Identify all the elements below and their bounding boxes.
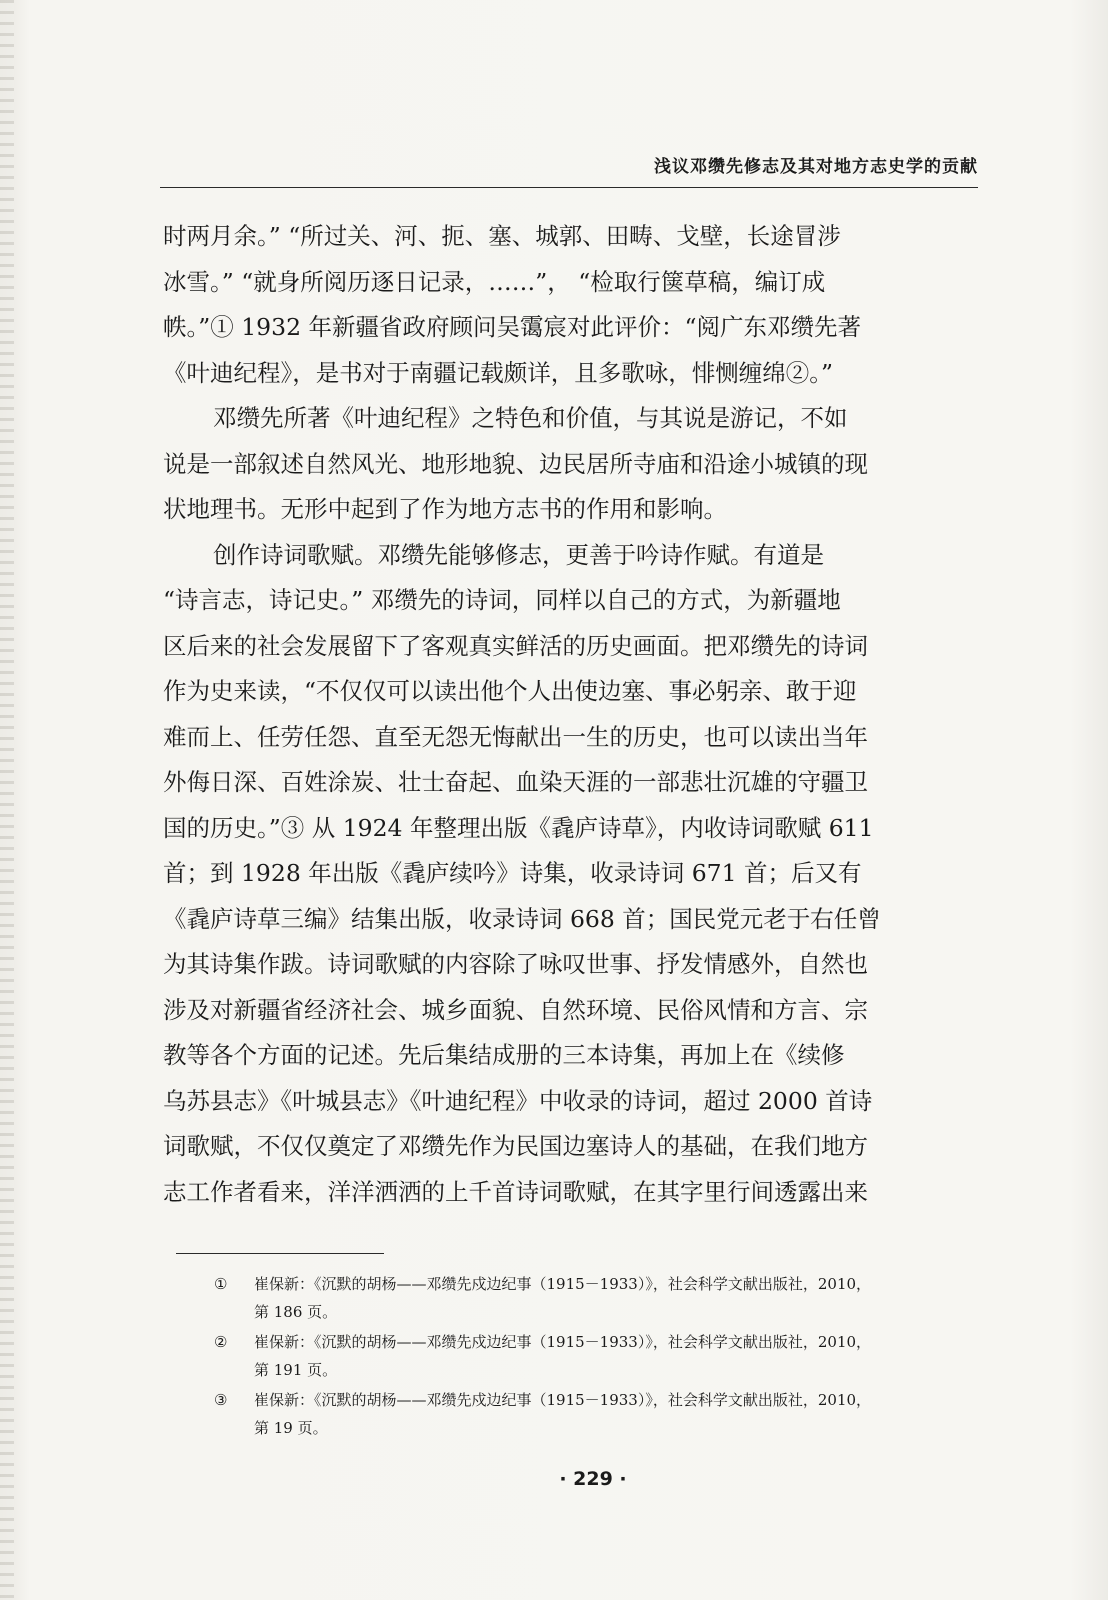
text-line: 邓缵先所著《叶迪纪程》之特色和价值，与其说是游记，不如 [213,404,848,432]
footnote-line: 崔保新：《沉默的胡杨——邓缵先戍边纪事（1915－1933）》，社会科学文献出版社，2010， [254,1333,872,1351]
text-line: 帙。”① 1932 年新疆省政府顾问吴霭宸对此评价：“阅广东邓缵先著 [163,313,862,341]
running-head: 浅议邓缵先修志及其对地方志史学的贡献 [654,157,978,177]
text-line: 创作诗词歌赋。邓缵先能够修志，更善于吟诗作赋。有道是 [213,540,824,569]
text-line: 时两月余。” “所过关、河、扼、塞、城郭、田畴、戈壁，长途冒涉 [163,222,841,250]
text-line: 冰雪。” “就身所阅历逐日记录，……”， “检取行箧草稿，编订成 [163,267,826,296]
text-line: 为其诗集作跋。诗词歌赋的内容除了咏叹世事、抒发情感外，自然也 [163,950,868,978]
paragraph [163,214,993,396]
header-rule [160,187,978,188]
text-line: 状地理书。无形中起到了作为地方志书的作用和影响。 [163,495,727,523]
footnote-separator [176,1253,384,1254]
text-line: 《毳庐诗草三编》结集出版，收录诗词 668 首；国民党元老于右任曾 [163,904,881,933]
footnote-mark: ③ [214,1391,228,1409]
text-line: 作为史来读，“不仅仅可以读出他个人出使边塞、事必躬亲、敢于迎 [163,677,857,705]
text-line: 涉及对新疆省经济社会、城乡面貌、自然环境、民俗风情和方言、宗 [163,995,868,1024]
text-line: 词歌赋，不仅仅奠定了邓缵先作为民国边塞诗人的基础，在我们地方 [163,1132,868,1160]
footnote-line: 第 19 页。 [254,1419,328,1437]
footnote [214,1328,1004,1384]
text-line: 说是一部叙述自然风光、地形地貌、边民居所寺庙和沿途小城镇的现 [163,449,868,478]
text-line: 难而上、任劳任怨、直至无怨无悔献出一生的历史，也可以读出当年 [163,722,868,751]
text-line: 志工作者看来，洋洋洒洒的上千首诗词歌赋，在其字里行间透露出来 [163,1177,868,1206]
footnote-line: 第 186 页。 [254,1303,338,1321]
scanned-page-edge [0,0,14,1600]
text-line: 首；到 1928 年出版《毳庐续吟》诗集，收录诗词 671 首；后又有 [163,859,862,887]
text-line: 教等各个方面的记述。先后集结成册的三本诗集，再加上在《续修 [163,1041,845,1069]
footnote [214,1270,1004,1326]
text-line: 《叶迪纪程》，是书对于南疆记载颇详，且多歌咏，悱恻缠绵②。” [163,358,834,387]
body-text [163,214,993,1215]
footnote-mark: ② [214,1333,228,1351]
text-line: 外侮日深、百姓涂炭、壮士奋起、血染天涯的一部悲壮沉雄的守疆卫 [163,768,868,796]
text-line: “诗言志，诗记史。” 邓缵先的诗词，同样以自己的方式，为新疆地 [163,586,841,614]
text-line: 区后来的社会发展留下了客观真实鲜活的历史画面。把邓缵先的诗词 [163,631,868,660]
footnotes [214,1270,1004,1444]
footnote [214,1386,1004,1442]
footnote-line: 崔保新：《沉默的胡杨——邓缵先戍边纪事（1915－1933）》，社会科学文献出版社，2010， [254,1275,872,1293]
paragraph [163,396,993,533]
paragraph [163,533,993,1216]
footnote-line: 第 191 页。 [254,1361,338,1379]
footnote-line: 崔保新：《沉默的胡杨——邓缵先戍边纪事（1915－1933）》，社会科学文献出版社，2010， [254,1391,872,1409]
text-line: 国的历史。”③ 从 1924 年整理出版《毳庐诗草》，内收诗词歌赋 611 [163,813,874,842]
text-line: 乌苏县志》《叶城县志》《叶迪纪程》中收录的诗词，超过 2000 首诗 [163,1086,873,1115]
page-number: · 229 · [559,1468,627,1490]
footnote-mark: ① [214,1275,228,1293]
